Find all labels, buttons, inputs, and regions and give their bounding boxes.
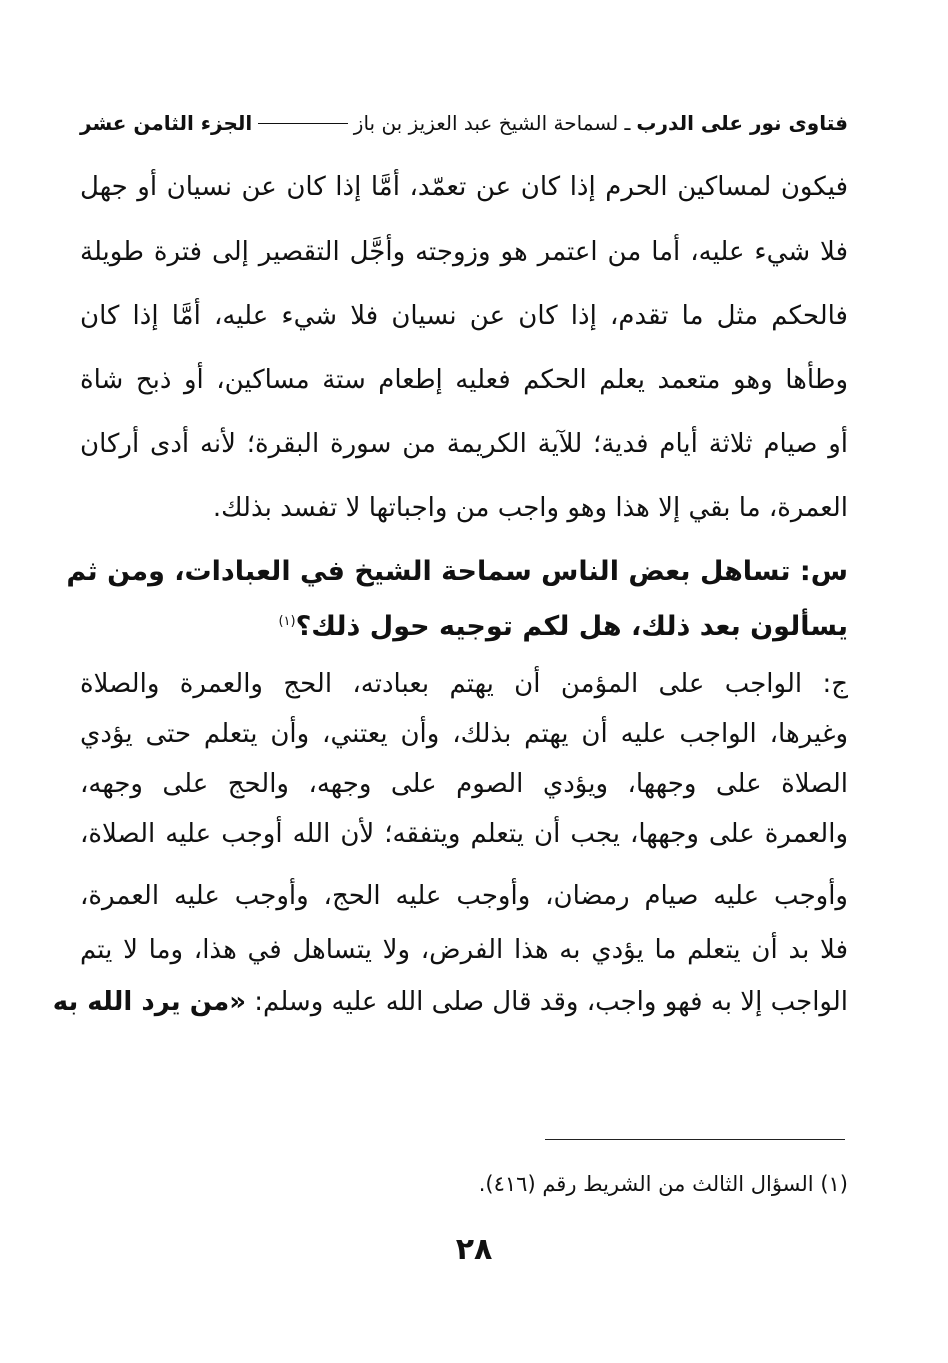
answer-line bbox=[52, 982, 848, 1022]
answer-line: الصلاة على وجهها، ويؤدي الصوم على وجهه، والحج على وجهه، bbox=[80, 769, 848, 799]
hadith-quote: «من يرد الله به bbox=[52, 987, 246, 1017]
answer-line: فلا بد أن يتعلم ما يؤدي به هذا الفرض، ولا يتساهل في هذا، وما لا يتم bbox=[80, 935, 848, 965]
running-header-title-group bbox=[354, 111, 848, 135]
author-name: ـ لسماحة الشيخ عبد العزيز بن باز bbox=[353, 111, 631, 135]
running-header bbox=[80, 106, 848, 140]
header-rule bbox=[258, 123, 348, 124]
answer-line: والعمرة على وجهها، يجب أن يتعلم ويتفقه؛ لأن الله أوجب عليه الصلاة، bbox=[80, 819, 848, 849]
footnote: (١) السؤال الثالث من الشريط رقم (٤١٦). bbox=[478, 1172, 848, 1196]
answer-line: ج: الواجب على المؤمن أن يهتم بعبادته، الحج والعمرة والصلاة bbox=[80, 669, 848, 699]
body-line: فالحكم مثل ما تقدم، إذا كان عن نسيان فلا شيء عليه، أمَّا إذا كان bbox=[80, 301, 848, 331]
answer-line: وغيرها، الواجب عليه أن يهتم بذلك، وأن يعتني، وأن يتعلم حتى يؤدي bbox=[80, 719, 848, 749]
footnote-separator bbox=[545, 1139, 845, 1140]
footnote-marker: (١) bbox=[278, 614, 296, 629]
body-line: وطأها وهو متعمد يعلم الحكم فعليه إطعام ستة مساكين، أو ذبح شاة bbox=[80, 365, 848, 395]
body-line: أو صيام ثلاثة أيام فدية؛ للآية الكريمة من سورة البقرة؛ لأنه أدى أركان bbox=[80, 429, 848, 459]
answer-text: الواجب إلا به فهو واجب، وقد قال صلى الله عليه وسلم: bbox=[246, 987, 848, 1017]
question-text: يسألون بعد ذلك، هل لكم توجيه حول ذلك؟ bbox=[295, 611, 848, 642]
body-line: العمرة، ما بقي إلا هذا وهو واجب من واجباتها لا تفسد بذلك. bbox=[212, 493, 848, 523]
body-line: فيكون لمساكين الحرم إذا كان عن تعمّد، أمَّا إذا كان عن نسيان أو جهل bbox=[80, 172, 848, 202]
page-number: ٢٨ bbox=[455, 1232, 493, 1267]
volume-label: الجزء الثامن عشر bbox=[80, 111, 253, 135]
answer-line: وأوجب عليه صيام رمضان، وأوجب عليه الحج، وأوجب عليه العمرة، bbox=[80, 881, 848, 911]
question-line: س: تساهل بعض الناس سماحة الشيخ في العبادات، ومن ثم bbox=[66, 556, 848, 587]
series-title: فتاوى نور على الدرب bbox=[636, 111, 848, 135]
question-line bbox=[240, 602, 848, 642]
body-line: فلا شيء عليه، أما من اعتمر هو وزوجته وأجَّل التقصير إلى فترة طويلة bbox=[80, 237, 848, 267]
